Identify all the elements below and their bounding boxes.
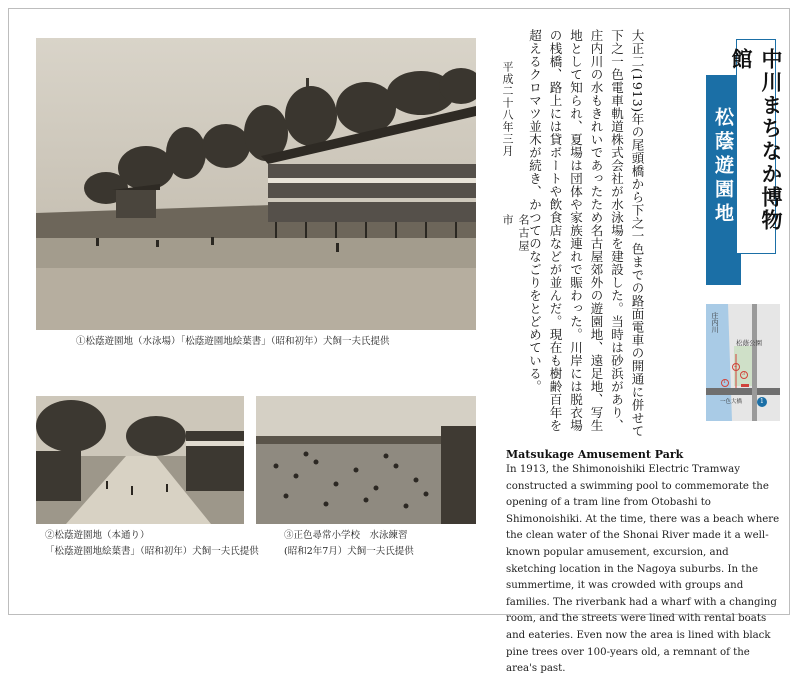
map-bridge-label: 一色大橋 [720, 399, 743, 405]
japanese-description: 大正二(1913)年の尾頭橋から下之一色までの路面電車の開通に併せて下之一色電車軌道株式会社が水泳場を建設した。当時は砂浜があり、庄内川の水もきれいであったため名古屋郊外の遊園地、遠足地、写生地として知られ、夏場は団体や家族連れで賑わった。川岸には脱衣場の桟橋、路上には貸ボートや飲食店などが並んだ。現在も樹齢百年を超えるクロマツ並木が続き、かつてのなごりをとどめている。 [527, 29, 645, 438]
swim-photo-caption-1: ③正色尋常小学校 水泳練習 [284, 530, 408, 541]
english-title: Matsukage Amusement Park [506, 448, 684, 461]
museum-title: 中川まちなか博物館 [729, 48, 784, 232]
swim-photo-caption-2: (昭和2年7月）犬飼一夫氏提供 [284, 546, 414, 557]
map-marker-1: 1 [723, 379, 727, 385]
signboard-panel [8, 8, 790, 675]
swimming-area-photo [36, 38, 476, 330]
map-park-label: 松蔭公園 [736, 339, 762, 347]
location-map [706, 304, 780, 421]
street-photo-caption-1: ②松蔭遊園地（本通り） [45, 530, 150, 541]
main-photo-caption: ①松蔭遊園地（水泳場）「松蔭遊園地絵葉書」（昭和初年）犬飼一夫氏提供 [76, 336, 390, 347]
street-photo-caption-2: 「松蔭遊園地絵葉書」（昭和初年）犬飼一夫氏提供 [45, 546, 259, 557]
map-river-label: 庄内川 [711, 312, 719, 333]
map-marker-2: 2 [734, 363, 738, 369]
swim-practice-photo [256, 396, 476, 524]
map-route-number: 1 [760, 398, 764, 405]
english-description: In 1913, the Shimonoishiki Electric Tramway constructed a swimming pool to commemorate the opening of a tram line from Otobashi to Shimonoishiki. At the time, there was a beach where the clean water of the Shonai River made it a well-known popular amusement, excursion, and sketching location in the Nagoya suburbs. In the summertime, it was crowded with groups and families. The riverbank had a wharf with a changing room, and the streets were lined with rental boats and eateries. Even now the area is lined with black pine trees over 100-years old, a remnant of the area's past. [506, 464, 780, 675]
title-box [729, 39, 784, 254]
date-text: 平成二十八年三月 [501, 61, 514, 157]
map-marker-3: 3 [742, 371, 746, 377]
author-text: 名古屋市 [501, 214, 530, 253]
subtitle: 松蔭遊園地 [712, 107, 734, 227]
street-photo [36, 396, 244, 524]
